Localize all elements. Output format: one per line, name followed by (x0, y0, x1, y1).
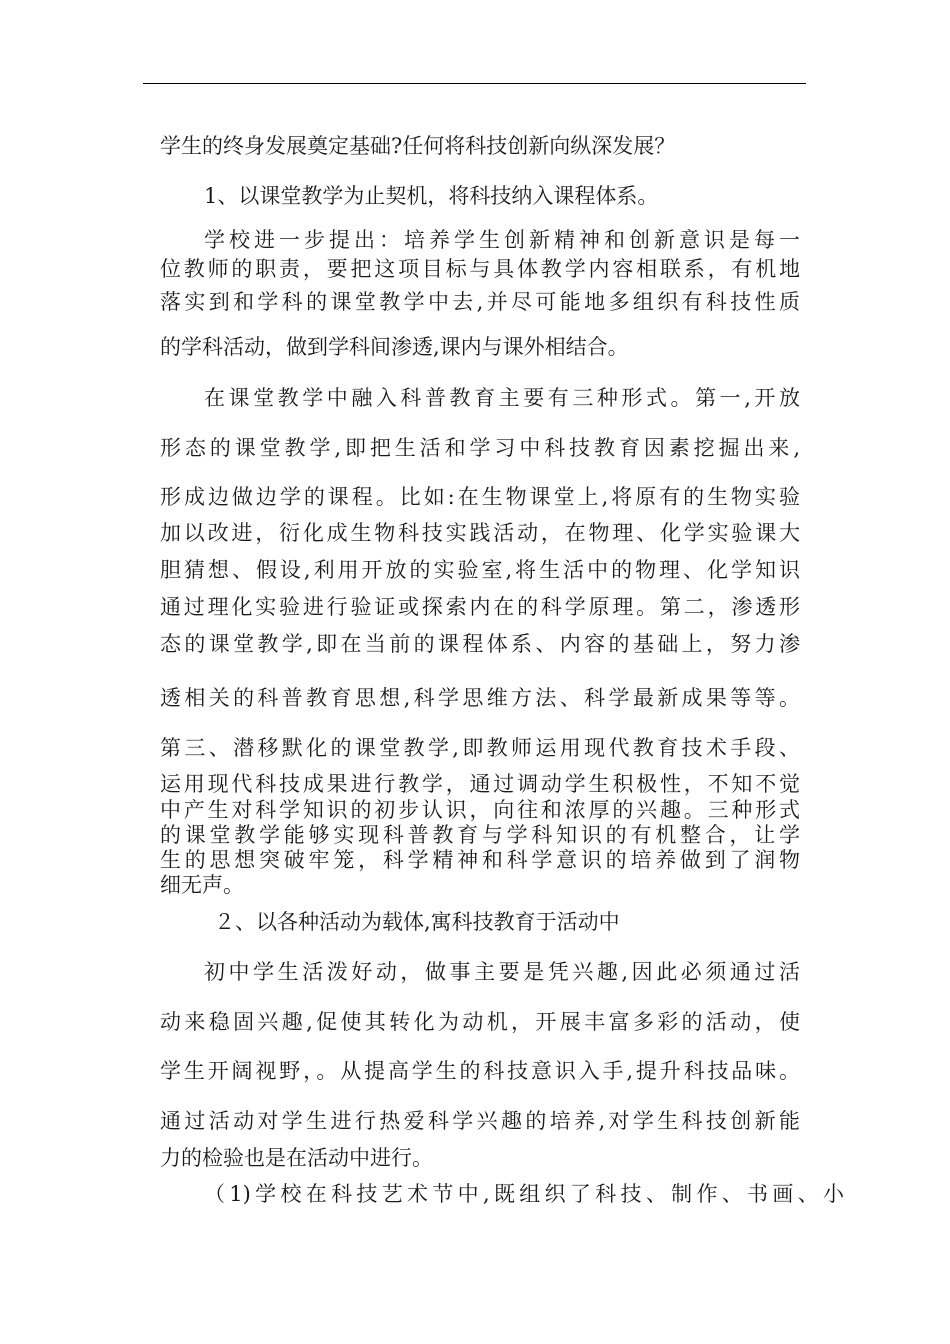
text-line: 加以改进，衍化成生物科技实践活动，在物理、化学实验课大 (160, 521, 800, 545)
text-line: 生的思想突破牢笼，科学精神和科学意识的培养做到了润物 (160, 848, 800, 872)
text-line: 运用现代科技成果进行教学，通过调动学生积极性，不知不觉 (160, 772, 800, 796)
text-line: 形成边做边学的课程。比如:在生物课堂上,将原有的生物实验 (160, 485, 800, 509)
text-line: 初中学生活泼好动，做事主要是凭兴趣,因此必须通过活 (204, 960, 800, 984)
text-line: 学校进一步提出：培养学生创新精神和创新意识是每一 (204, 228, 800, 252)
text-line: 动来稳固兴趣,促使其转化为动机，开展丰富多彩的活动，使 (160, 1010, 800, 1034)
text-line: ２、以各种活动为载体,寓科技教育于活动中 (214, 910, 620, 934)
text-line: 通过理化实验进行验证或探索内在的科学原理。第二，渗透形 (160, 595, 800, 619)
header-rule (143, 83, 806, 84)
text-line: 细无声。 (160, 873, 244, 897)
text-line: 位教师的职责，要把这项目标与具体教学内容相联系，有机地 (160, 257, 800, 281)
text-line: 态的课堂教学,即在当前的课程体系、内容的基础上，努力渗 (160, 632, 800, 656)
text-line: 力的检验也是在活动中进行。 (160, 1146, 433, 1170)
text-line: 的课堂教学能够实现科普教育与学科知识的有机整合，让学 (160, 823, 800, 847)
text-line: 通过活动对学生进行热爱科学兴趣的培养,对学生科技创新能 (160, 1109, 800, 1133)
text-line: 学生开阔视野，。从提高学生的科技意识入手,提升科技品味。 (160, 1059, 800, 1083)
text-line: 中产生对科学知识的初步认识，向往和浓厚的兴趣。三种形式 (160, 798, 800, 822)
text-line: 胆猜想、假设,利用开放的实验室,将生活中的物理、化学知识 (160, 558, 800, 582)
text-line: 落实到和学科的课堂教学中去,并尽可能地多组织有科技性质 (160, 290, 800, 314)
text-line: 形态的课堂教学,即把生活和学习中科技教育因素挖掘出来, (160, 436, 800, 460)
text-line: 透相关的科普教育思想,科学思维方法、科学最新成果等等。 (160, 686, 800, 710)
text-line: 的学科活动，做到学科间渗透,课内与课外相结合。 (160, 335, 629, 359)
text-line: 在课堂教学中融入科普教育主要有三种形式。第一,开放 (204, 386, 800, 410)
text-line: 第三、潜移默化的课堂教学,即教师运用现代教育技术手段、 (160, 736, 800, 760)
text-line: （1)学校在科技艺术节中,既组织了科技、制作、书画、小 (204, 1182, 844, 1206)
text-line: 1、以课堂教学为止契机，将科技纳入课程体系。 (204, 184, 659, 208)
text-line: 学生的终身发展奠定基础?任何将科技创新向纵深发展？ (160, 134, 676, 158)
